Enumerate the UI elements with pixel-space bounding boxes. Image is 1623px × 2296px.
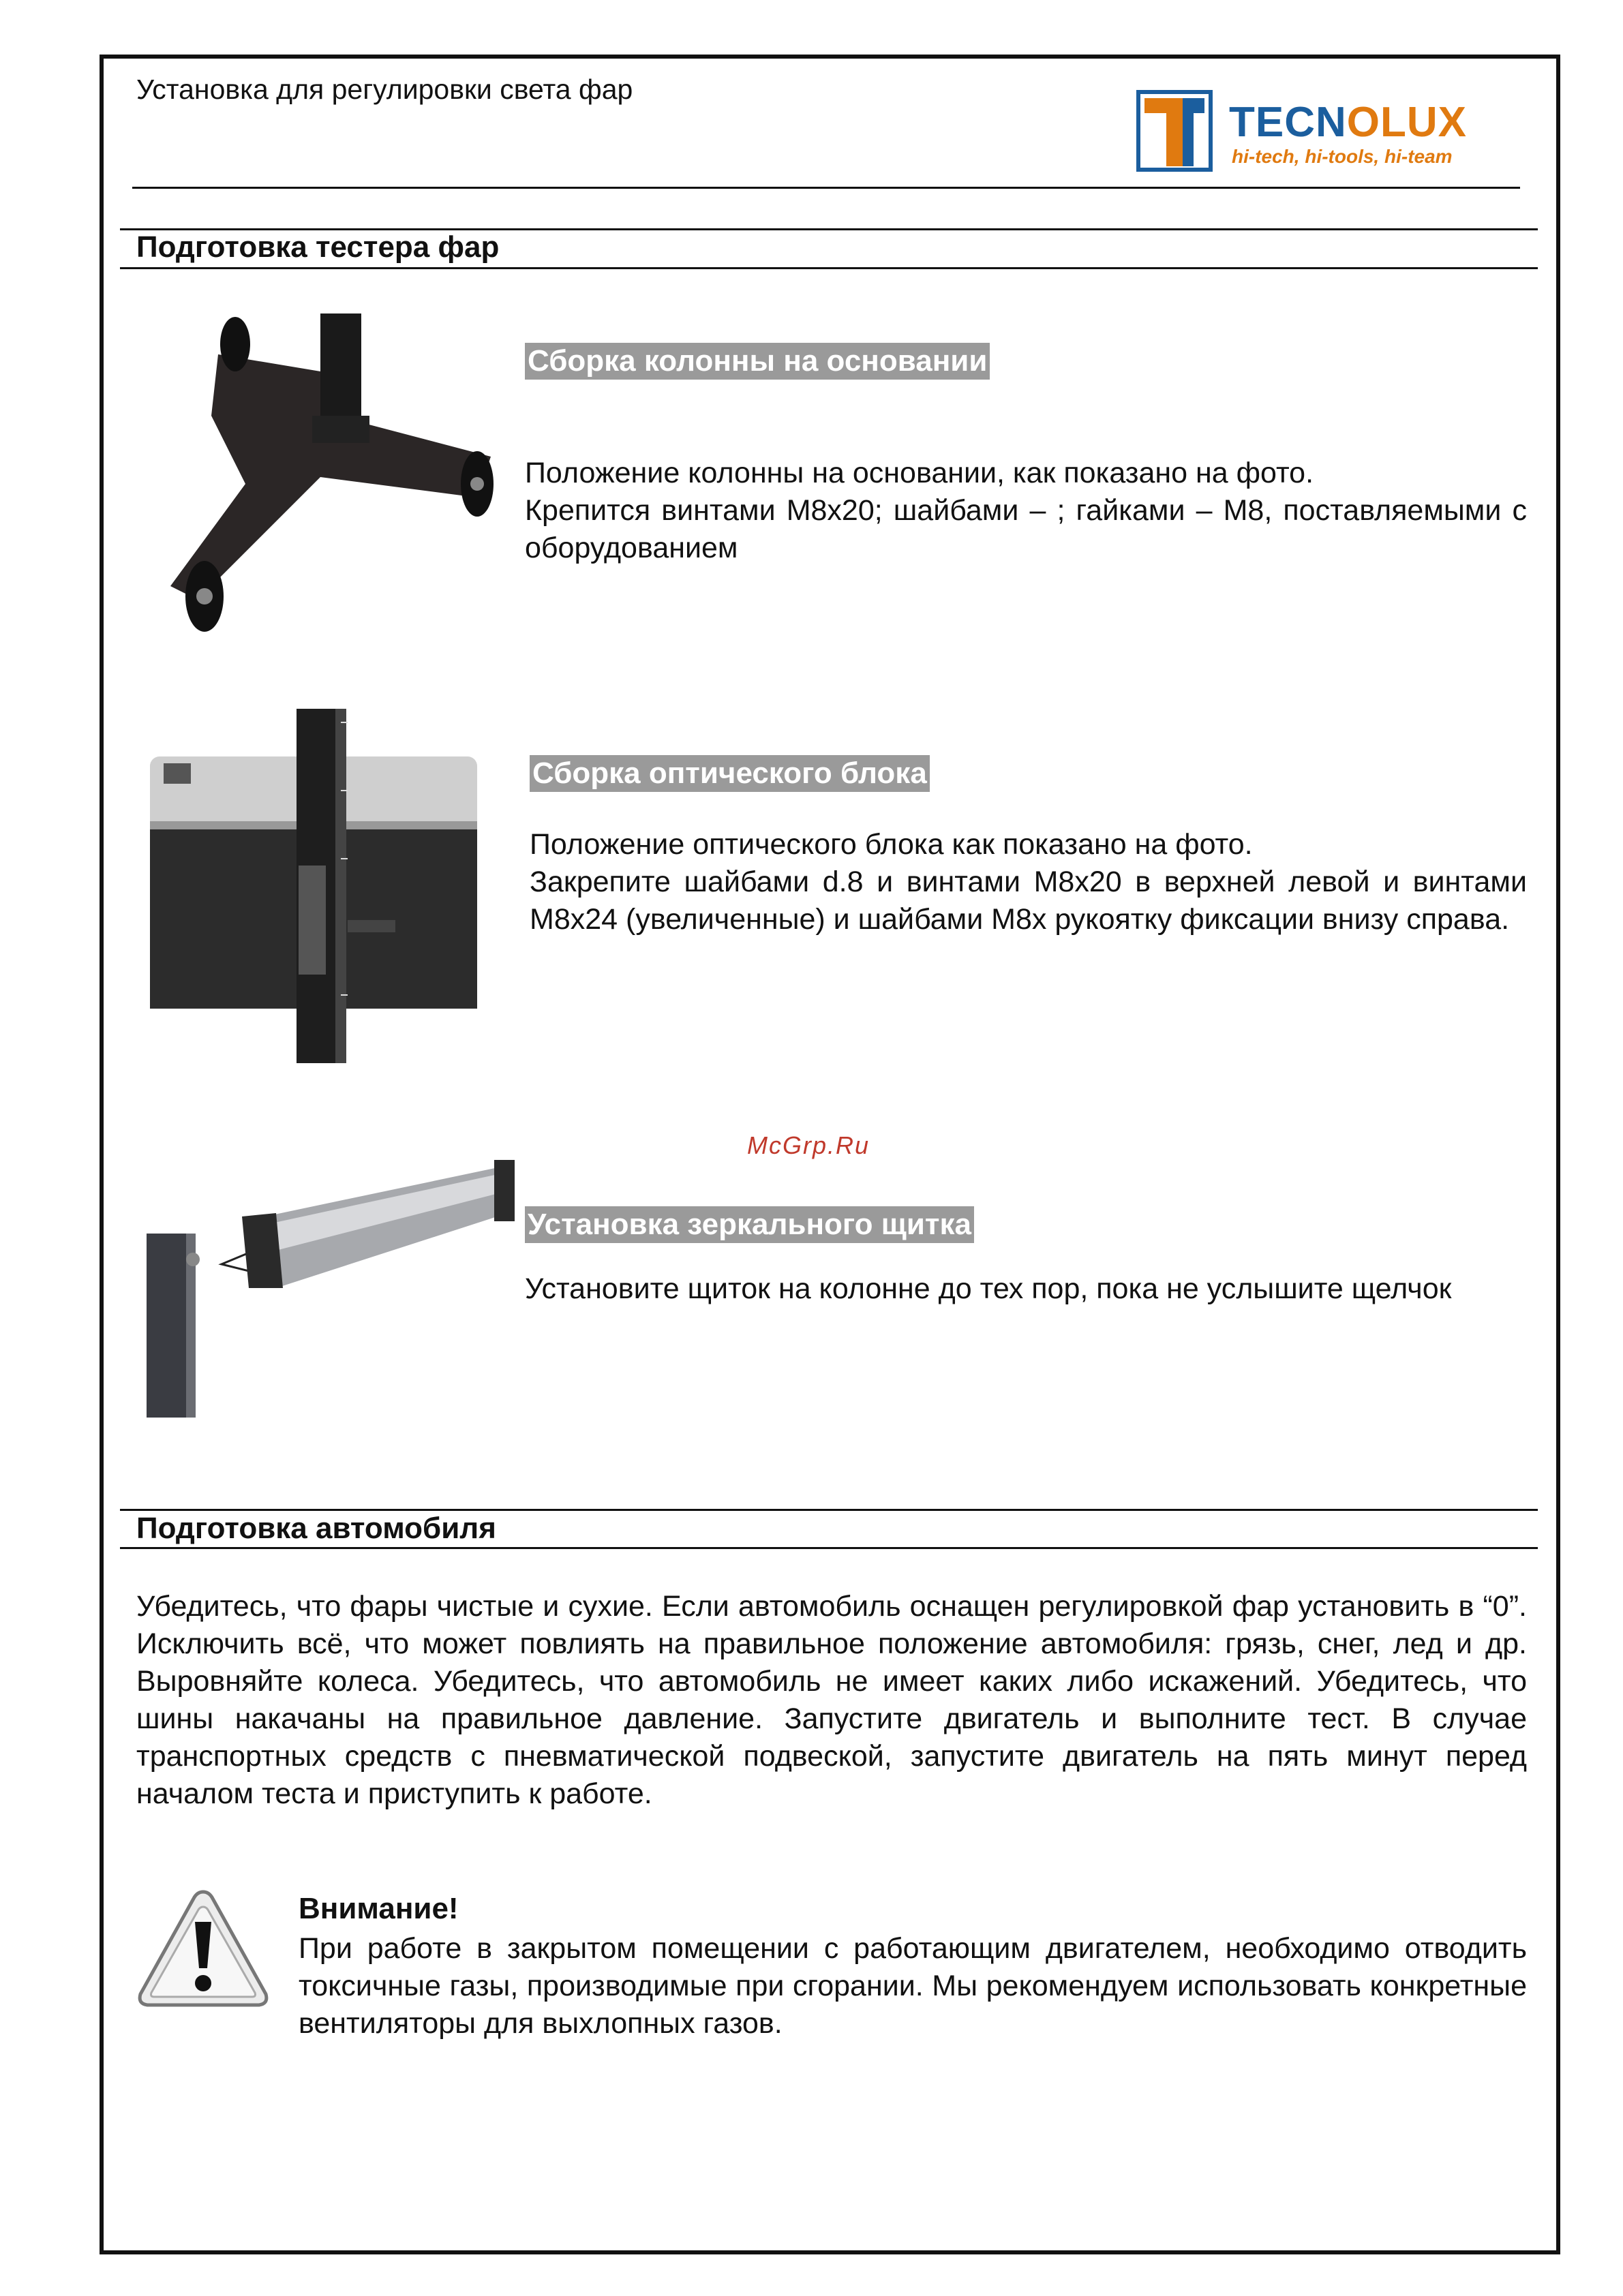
section-title-vehicle: Подготовка автомобиля (136, 1512, 496, 1545)
section-rule-top (120, 1509, 1538, 1511)
step-heading: Установка зеркального щитка (525, 1206, 974, 1243)
step-line: Закрепите шайбами d.8 и винтами M8x20 в верхней левой и винтами M8x24 (увеличенные) и шайбами M8x рукоятку фиксации внизу справа. (530, 866, 1527, 936)
step-text (525, 455, 1527, 567)
step-line: Крепится винтами M8x20; шайбами – ; гайками – M8, поставляемыми с оборудованием (525, 494, 1527, 564)
step-line: Положение оптического блока как показано на фото. (530, 828, 1253, 861)
step-heading: Сборка оптического блока (530, 755, 930, 792)
section-rule-bottom (120, 1547, 1538, 1549)
logo-word-right: OLUX (1346, 99, 1468, 146)
logo-tagline: hi-tech, hi-tools, hi-team (1232, 146, 1453, 167)
step-line: Установите щиток на колонне до тех пор, пока не услышите щелчок (525, 1272, 1452, 1305)
vehicle-instructions: Убедитесь, что фары чистые и сухие. Если автомобиль оснащен регулировкой фар установить в “0”. Исключить всё, что может повлиять на правильное положение автомобиля: грязь, снег, лед и др. Выровняйте колеса. Убедитесь, что автомобиль не имеет каких либо искажений. Убедитесь, что шины накачаны на правильное давление. Запустите двигатель и выполните тест. В случае транспортных средств с пневматической подвеской, запустите двигатель на пять минут перед началом теста и приступить к работе. (136, 1590, 1527, 1810)
section-rule-bottom (120, 267, 1538, 269)
mirror-shield-photo (140, 1152, 521, 1424)
warning-title: Внимание! (299, 1892, 459, 1925)
logo-t-icon (1135, 87, 1217, 176)
tecnolux-logo (1135, 87, 1503, 176)
document-title: Установка для регулировки света фар (136, 74, 633, 105)
wheel-icon (220, 317, 250, 371)
step-2 (530, 755, 1527, 938)
section-title-tester: Подготовка тестера фар (136, 230, 500, 264)
optical-block-photo (143, 709, 498, 1063)
column-base-photo (136, 313, 504, 641)
warning-text: При работе в закрытом помещении с работающим двигателем, необходимо отводить токсичные газы, производимые при сгорании. Мы рекомендуем использовать конкретные вентиляторы для выхлопных газов. (299, 1932, 1527, 2040)
watermark: McGrp.Ru (747, 1131, 870, 1159)
step-1 (525, 343, 1527, 567)
logo-wordmark (1229, 98, 1467, 147)
step-heading: Сборка колонны на основании (525, 343, 990, 380)
header-divider (132, 187, 1520, 189)
warning-icon (135, 1886, 271, 2009)
logo-word-left: TECN (1229, 99, 1347, 146)
step-3 (525, 1206, 1527, 1308)
step-text (530, 826, 1527, 938)
step-text (525, 1270, 1527, 1308)
step-line: Положение колонны на основании, как показано на фото. (525, 457, 1314, 489)
